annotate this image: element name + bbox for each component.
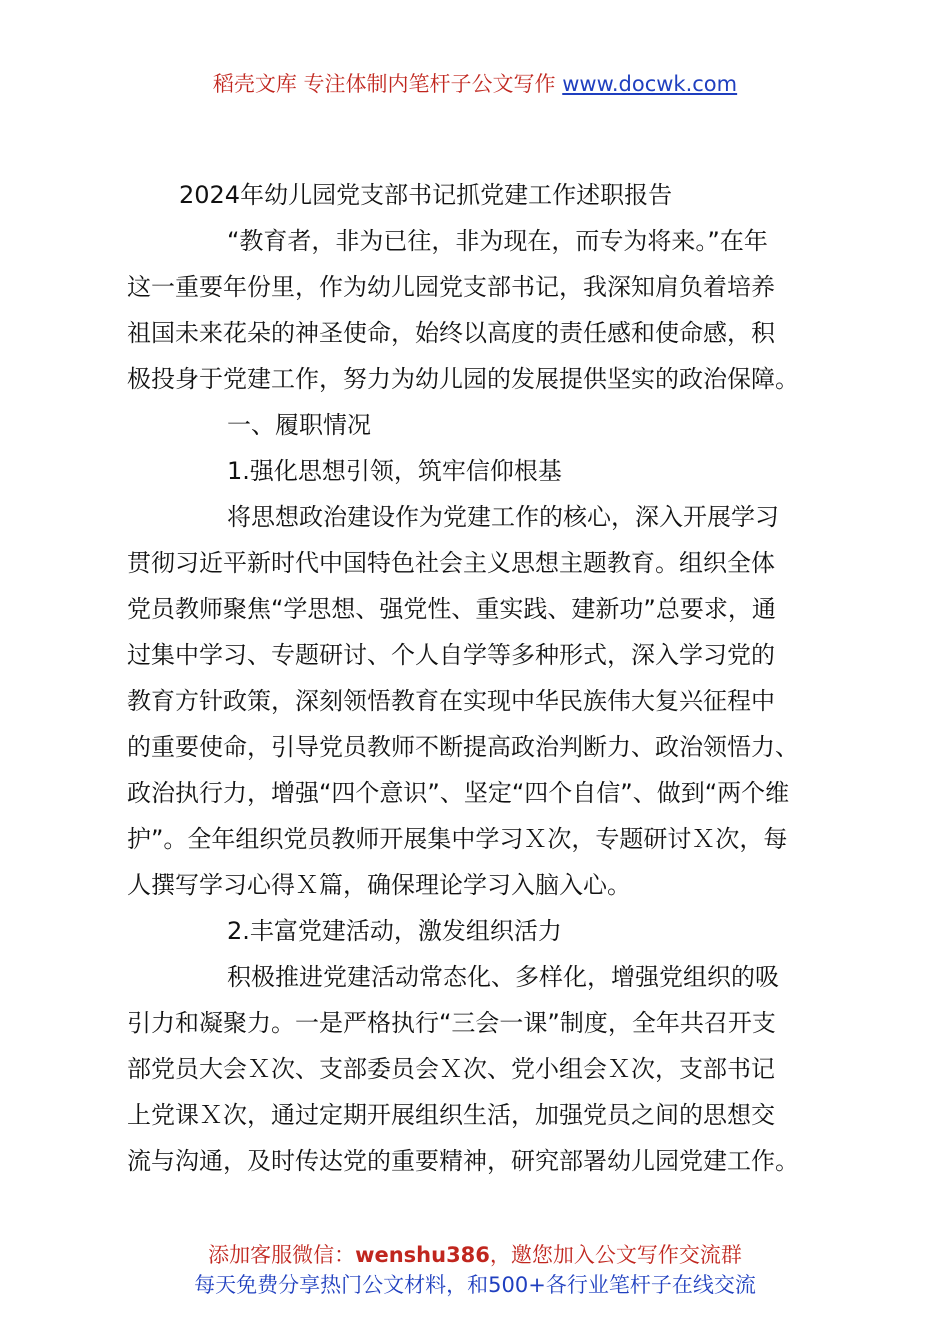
text-line: 党员教师聚焦“学思想、强党性、重实践、建新功”总要求，通 (127, 595, 776, 623)
text-line: 部党员大会Ｘ次、支部委员会Ｘ次、党小组会Ｘ次，支部书记 (127, 1055, 775, 1083)
footer-contact-suffix: ，邀您加入公文写作交流群 (489, 1243, 742, 1267)
text-line: 上党课Ｘ次，通过定期开展组织生活，加强党员之间的思想交 (127, 1101, 775, 1129)
text-line: 将思想政治建设作为党建工作的核心，深入开展学习 (227, 503, 779, 531)
text-line: 贯彻习近平新时代中国特色社会主义思想主题教育。组织全体 (127, 549, 775, 577)
text-line: 流与沟通，及时传达党的重要精神，研究部署幼儿园党建工作。 (127, 1147, 799, 1175)
text-line: “教育者，非为已往，非为现在，而专为将来。”在年 (227, 227, 768, 255)
page-header (0, 70, 950, 98)
brand-slogan: 稻壳文库 专注体制内笔杆子公文写作 (212, 72, 556, 96)
document-title: 2024年幼儿园党支部书记抓党建工作述职报告 (179, 181, 673, 209)
footer-promo-line: 每天免费分享热门公文材料，和500+各行业笔杆子在线交流 (194, 1273, 756, 1297)
wechat-id: wenshu386 (355, 1243, 490, 1267)
text-line: 过集中学习、专题研讨、个人自学等多种形式，深入学习党的 (127, 641, 775, 669)
text-line: 政治执行力，增强“四个意识”、坚定“四个自信”、做到“两个维 (127, 779, 790, 807)
paragraph-1 (127, 494, 837, 908)
text-line: 护”。全年组织党员教师开展集中学习Ｘ次，专题研讨Ｘ次，每 (127, 825, 788, 853)
subheading-1: 1.强化思想引领，筑牢信仰根基 (227, 457, 562, 485)
footer-contact-prefix: 添加客服微信： (208, 1243, 356, 1267)
text-line: 教育方针政策，深刻领悟教育在实现中华民族伟大复兴征程中 (127, 687, 775, 715)
page-footer (0, 1240, 950, 1300)
text-line: 这一重要年份里，作为幼儿园党支部书记，我深知肩负着培养 (127, 273, 775, 301)
text-line: 祖国未来花朵的神圣使命，始终以高度的责任感和使命感，积 (127, 319, 775, 347)
intro-paragraph (127, 218, 837, 402)
text-line: 极投身于党建工作，努力为幼儿园的发展提供坚实的政治保障。 (127, 365, 799, 393)
text-line: 的重要使命，引导党员教师不断提高政治判断力、政治领悟力、 (127, 733, 799, 761)
subheading-2: 2.丰富党建活动，激发组织活力 (227, 917, 562, 945)
site-link[interactable]: www.docwk.com (562, 72, 738, 96)
section-heading-1: 一、履职情况 (227, 411, 371, 439)
document-body (127, 172, 837, 1184)
text-line: 积极推进党建活动常态化、多样化，增强党组织的吸 (227, 963, 779, 991)
paragraph-2 (127, 954, 837, 1184)
text-line: 人撰写学习心得Ｘ篇，确保理论学习入脑入心。 (127, 871, 631, 899)
footer-contact-line (0, 1240, 950, 1270)
text-line: 引力和凝聚力。一是严格执行“三会一课”制度，全年共召开支 (127, 1009, 776, 1037)
